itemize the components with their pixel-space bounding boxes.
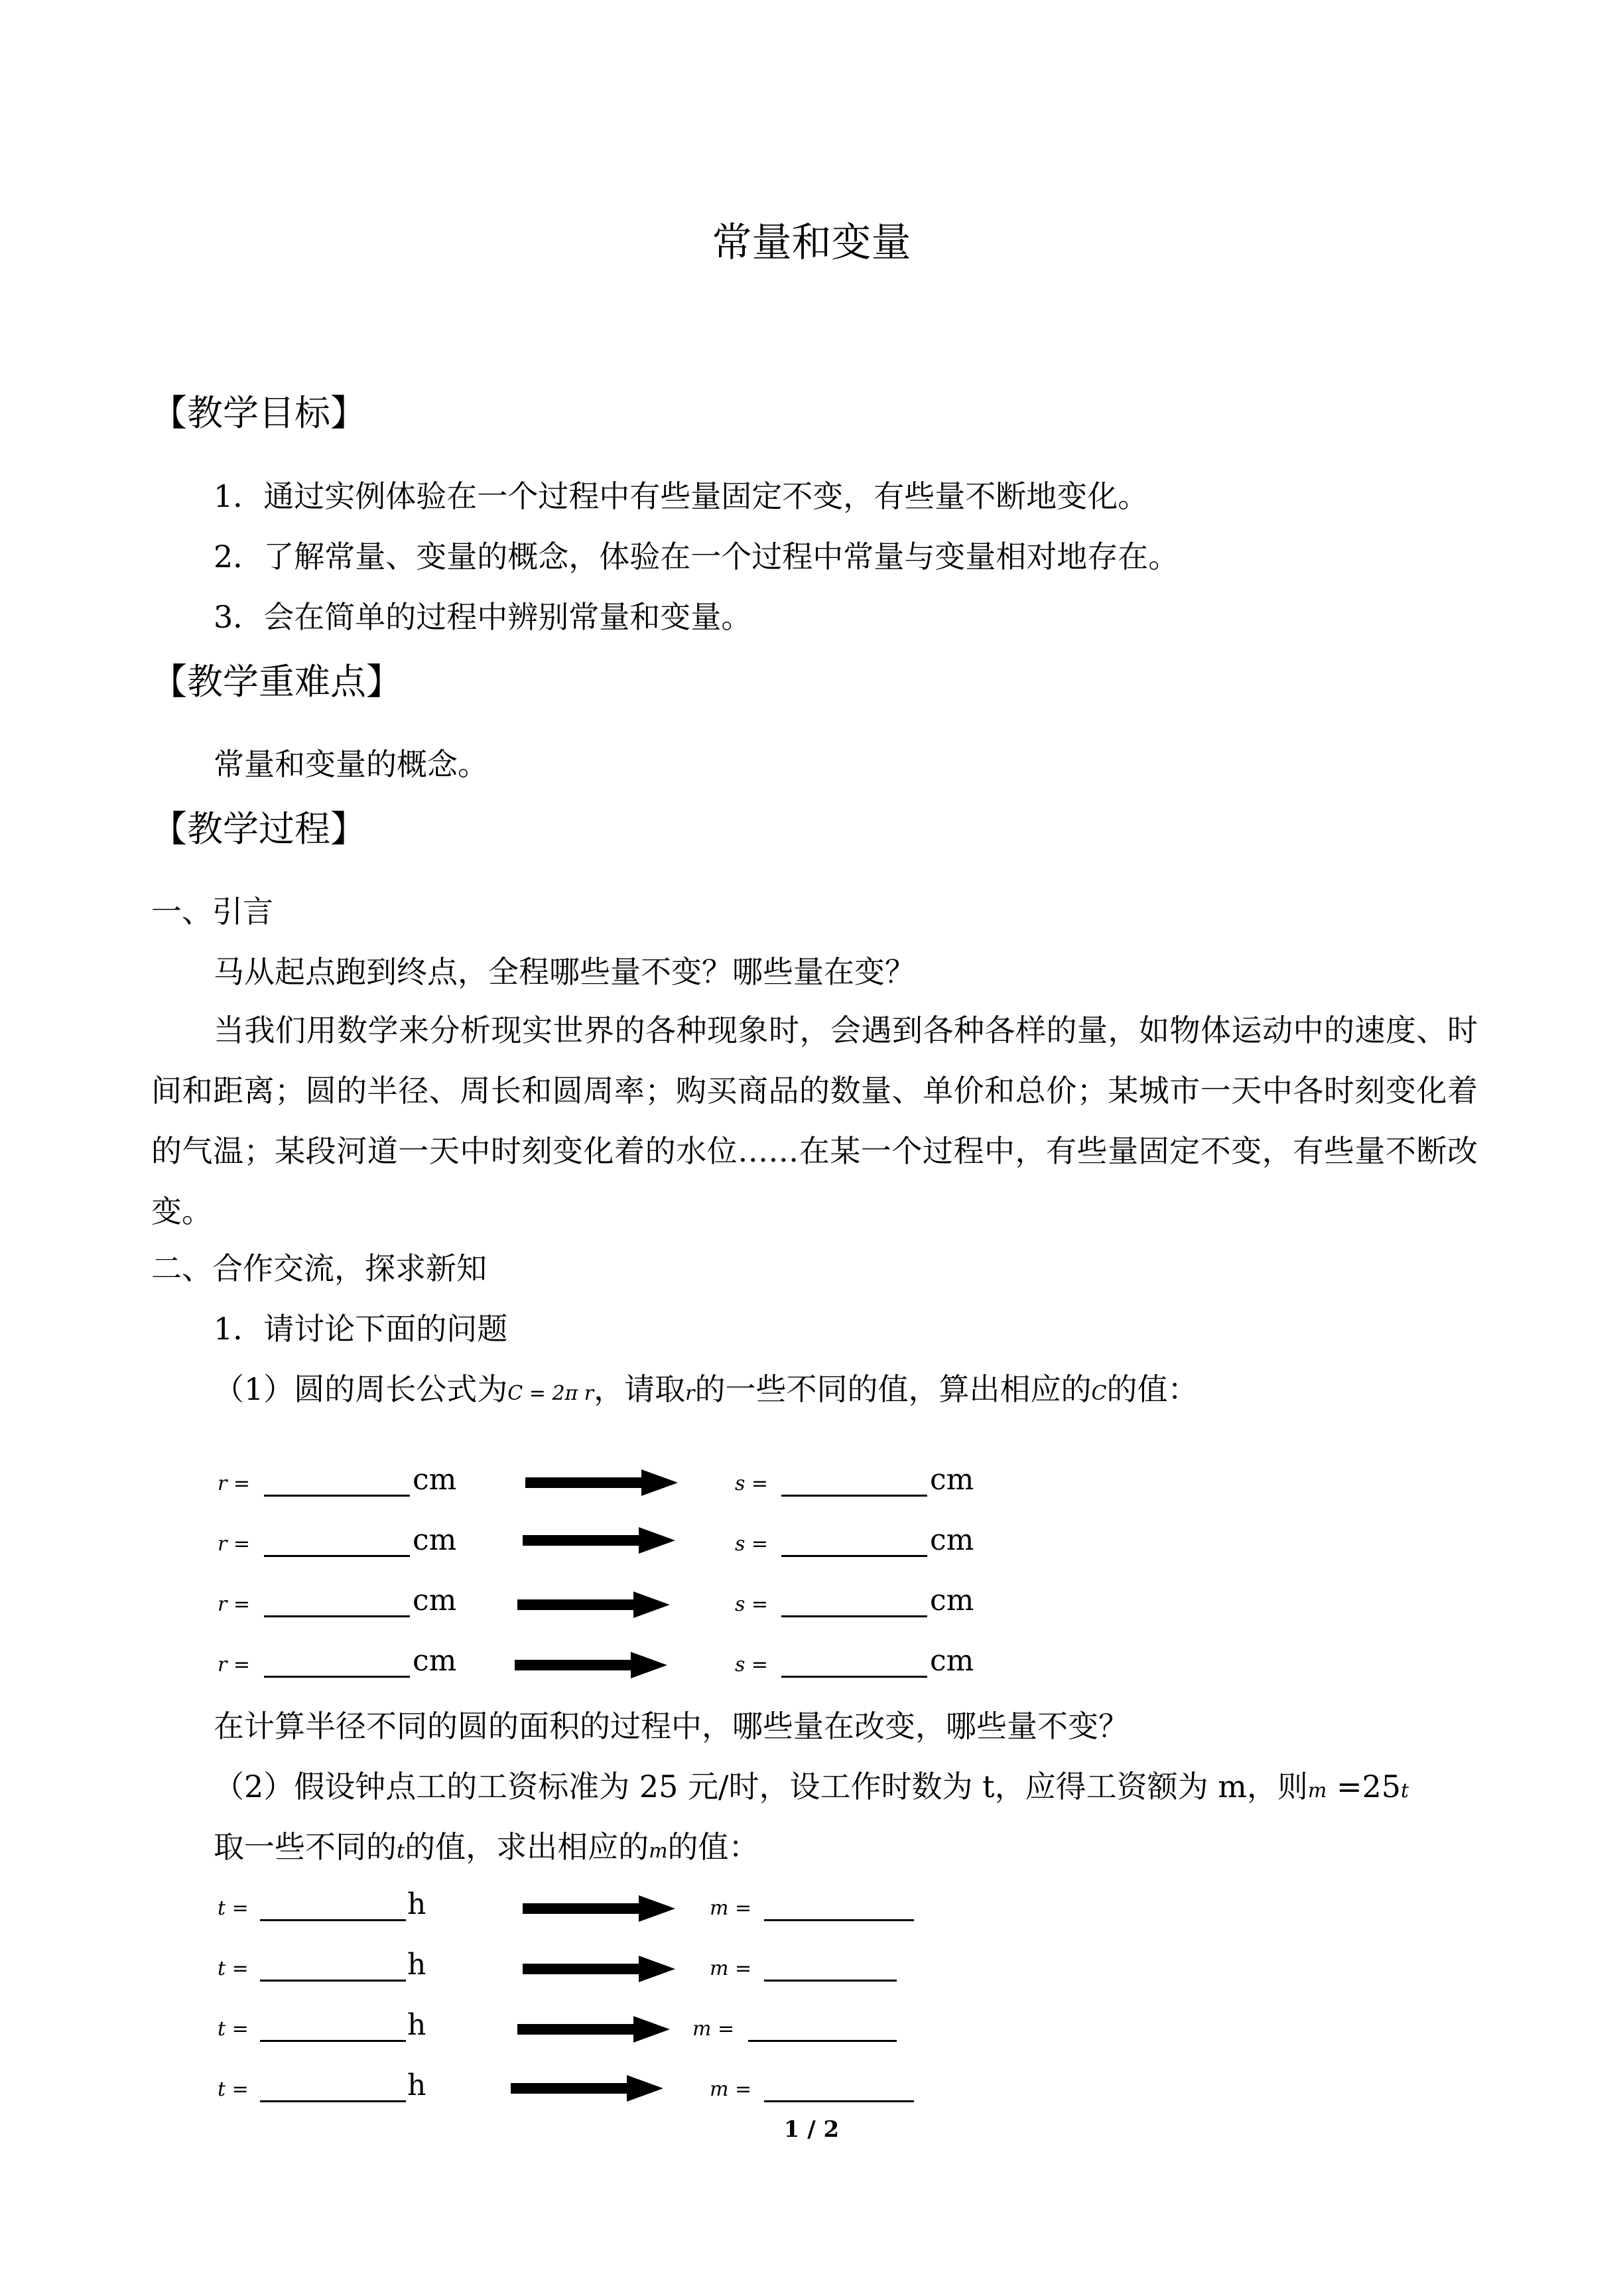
q2-prefix: （2）假设钟点工的工资标准为 25 元/时，设工作时数为 t，应得工资额为 m，则: [214, 1769, 1308, 1804]
circumference-blank[interactable]: [781, 1495, 927, 1497]
wage-row-left-unit: h: [407, 2068, 426, 2102]
arrow-right-icon: [523, 1895, 675, 1922]
question-1: [214, 1365, 1198, 1409]
q1-mid1: ，请取: [594, 1371, 686, 1407]
wage-row-left-unit: h: [407, 1948, 426, 1982]
intro-paragraph: 当我们用数学来分析现实世界的各种现象时，会遇到各种各样的量，如物体运动中的速度、时间和距离；圆的半径、周长和圆周率；购买商品的数量、单价和总价；某城市一天中各时刻变化着的气温；某段河道一天中时刻变化着的水位……在某一个过程中，有些量固定不变，有些量不断改变。: [151, 1012, 1478, 1229]
arrow-right-icon: [515, 1652, 667, 1678]
arrow-right-icon: [511, 2075, 663, 2102]
circle-row: [0, 1644, 1623, 1684]
q1-var-c: C: [1091, 1382, 1107, 1405]
wage-row-right-var: m =: [710, 1957, 752, 1980]
circle-row-right-unit: cm: [930, 1584, 974, 1617]
key-points-heading: 【教学重难点】: [151, 661, 402, 703]
question-2-line-2: [214, 1823, 759, 1867]
arrow-right-icon: [523, 1527, 675, 1554]
q2-line2-m: m: [649, 1840, 668, 1863]
circle-row: [0, 1584, 1623, 1623]
circle-question: 在计算半径不同的圆的面积的过程中，哪些量在改变，哪些量不变？: [214, 1708, 1129, 1744]
circle-row-right-var: s =: [735, 1653, 769, 1676]
wage-blank[interactable]: [764, 1919, 914, 1921]
wage-row: [0, 2008, 1623, 2048]
circle-row-left-var: r =: [218, 1653, 251, 1676]
part2-sub1: 1．请讨论下面的问题: [214, 1311, 508, 1347]
page-number: 1 / 2: [783, 2116, 840, 2143]
process-heading: 【教学过程】: [151, 808, 366, 850]
hours-blank[interactable]: [260, 1919, 406, 1921]
page-title: 常量和变量: [712, 220, 911, 266]
hours-blank[interactable]: [260, 1980, 406, 1982]
hours-blank[interactable]: [260, 2040, 406, 2042]
wage-blank[interactable]: [748, 2040, 897, 2042]
arrow-right-icon: [523, 1956, 675, 1982]
wage-row: [0, 1887, 1623, 1927]
circumference-blank[interactable]: [781, 1676, 927, 1678]
q2-formula-eq: =25: [1327, 1769, 1401, 1804]
circle-row-right-unit: cm: [930, 1463, 974, 1497]
circle-row-left-unit: cm: [413, 1584, 457, 1617]
goal-item-3: 3．会在简单的过程中辨别常量和变量。: [214, 599, 752, 635]
circle-row-left-unit: cm: [413, 1463, 457, 1497]
circle-row-right-var: s =: [735, 1472, 769, 1495]
circle-row-left-unit: cm: [413, 1523, 457, 1557]
radius-blank[interactable]: [264, 1495, 410, 1497]
circle-row-left-var: r =: [218, 1593, 251, 1616]
wage-row-left-unit: h: [407, 2008, 426, 2042]
key-points-text: 常量和变量的概念。: [214, 746, 488, 782]
circle-row-left-unit: cm: [413, 1644, 457, 1678]
wage-row-left-var: t =: [218, 1897, 249, 1920]
part2-heading: 二、合作交流，探求新知: [151, 1250, 487, 1286]
arrow-right-icon: [517, 2016, 670, 2043]
wage-row: [0, 1948, 1623, 1988]
wage-blank[interactable]: [764, 1980, 897, 1982]
intro-question: 马从起点跑到终点，全程哪些量不变？哪些量在变？: [214, 954, 915, 990]
wage-row: [0, 2068, 1623, 2108]
q1-prefix: （1）圆的周长公式为: [214, 1371, 508, 1407]
wage-blank[interactable]: [764, 2100, 914, 2102]
q2-formula-m: m: [1307, 1779, 1327, 1802]
circle-row-right-unit: cm: [930, 1523, 974, 1557]
circle-row-right-var: s =: [735, 1532, 769, 1556]
q1-mid2: 的一些不同的值，算出相应的: [694, 1371, 1092, 1407]
arrow-right-icon: [525, 1469, 678, 1496]
circle-row: [0, 1463, 1623, 1503]
circumference-blank[interactable]: [781, 1555, 927, 1557]
wage-row-left-unit: h: [407, 1887, 426, 1921]
wage-row-right-var: m =: [710, 2078, 752, 2101]
radius-blank[interactable]: [264, 1555, 410, 1557]
goal-item-2: 2．了解常量、变量的概念，体验在一个过程中常量与变量相对地存在。: [214, 539, 1179, 574]
q1-suffix: 的值：: [1106, 1371, 1199, 1407]
wage-row-left-var: t =: [218, 1957, 249, 1980]
circle-row-right-unit: cm: [930, 1644, 974, 1678]
circle-row-left-var: r =: [218, 1532, 251, 1556]
radius-blank[interactable]: [264, 1676, 410, 1678]
hours-blank[interactable]: [260, 2100, 406, 2102]
wage-row-right-var: m =: [710, 1897, 752, 1920]
circumference-blank[interactable]: [781, 1615, 927, 1617]
question-2-line-1: [214, 1763, 1409, 1806]
arrow-right-icon: [517, 1591, 670, 1618]
q2-line2-suffix: 的值：: [667, 1829, 759, 1865]
q2-line2-t: t: [397, 1840, 405, 1863]
circle-row-left-var: r =: [218, 1472, 251, 1495]
radius-blank[interactable]: [264, 1615, 410, 1617]
q1-var-r: r: [685, 1382, 695, 1405]
wage-row-left-var: t =: [218, 2078, 249, 2101]
circle-row: [0, 1523, 1623, 1563]
circle-row-right-var: s =: [735, 1593, 769, 1616]
q1-formula: C = 2π r: [507, 1382, 594, 1405]
q2-formula-t: t: [1401, 1779, 1409, 1802]
goals-heading: 【教学目标】: [151, 392, 366, 434]
q2-line2-mid: 的值，求出相应的: [405, 1829, 649, 1865]
wage-row-left-var: t =: [218, 2017, 249, 2041]
q2-line2-prefix: 取一些不同的: [214, 1829, 397, 1865]
wage-row-right-var: m =: [692, 2017, 735, 2041]
goal-item-1: 1．通过实例体验在一个过程中有些量固定不变，有些量不断地变化。: [214, 478, 1149, 514]
intro-heading: 一、引言: [151, 894, 273, 929]
